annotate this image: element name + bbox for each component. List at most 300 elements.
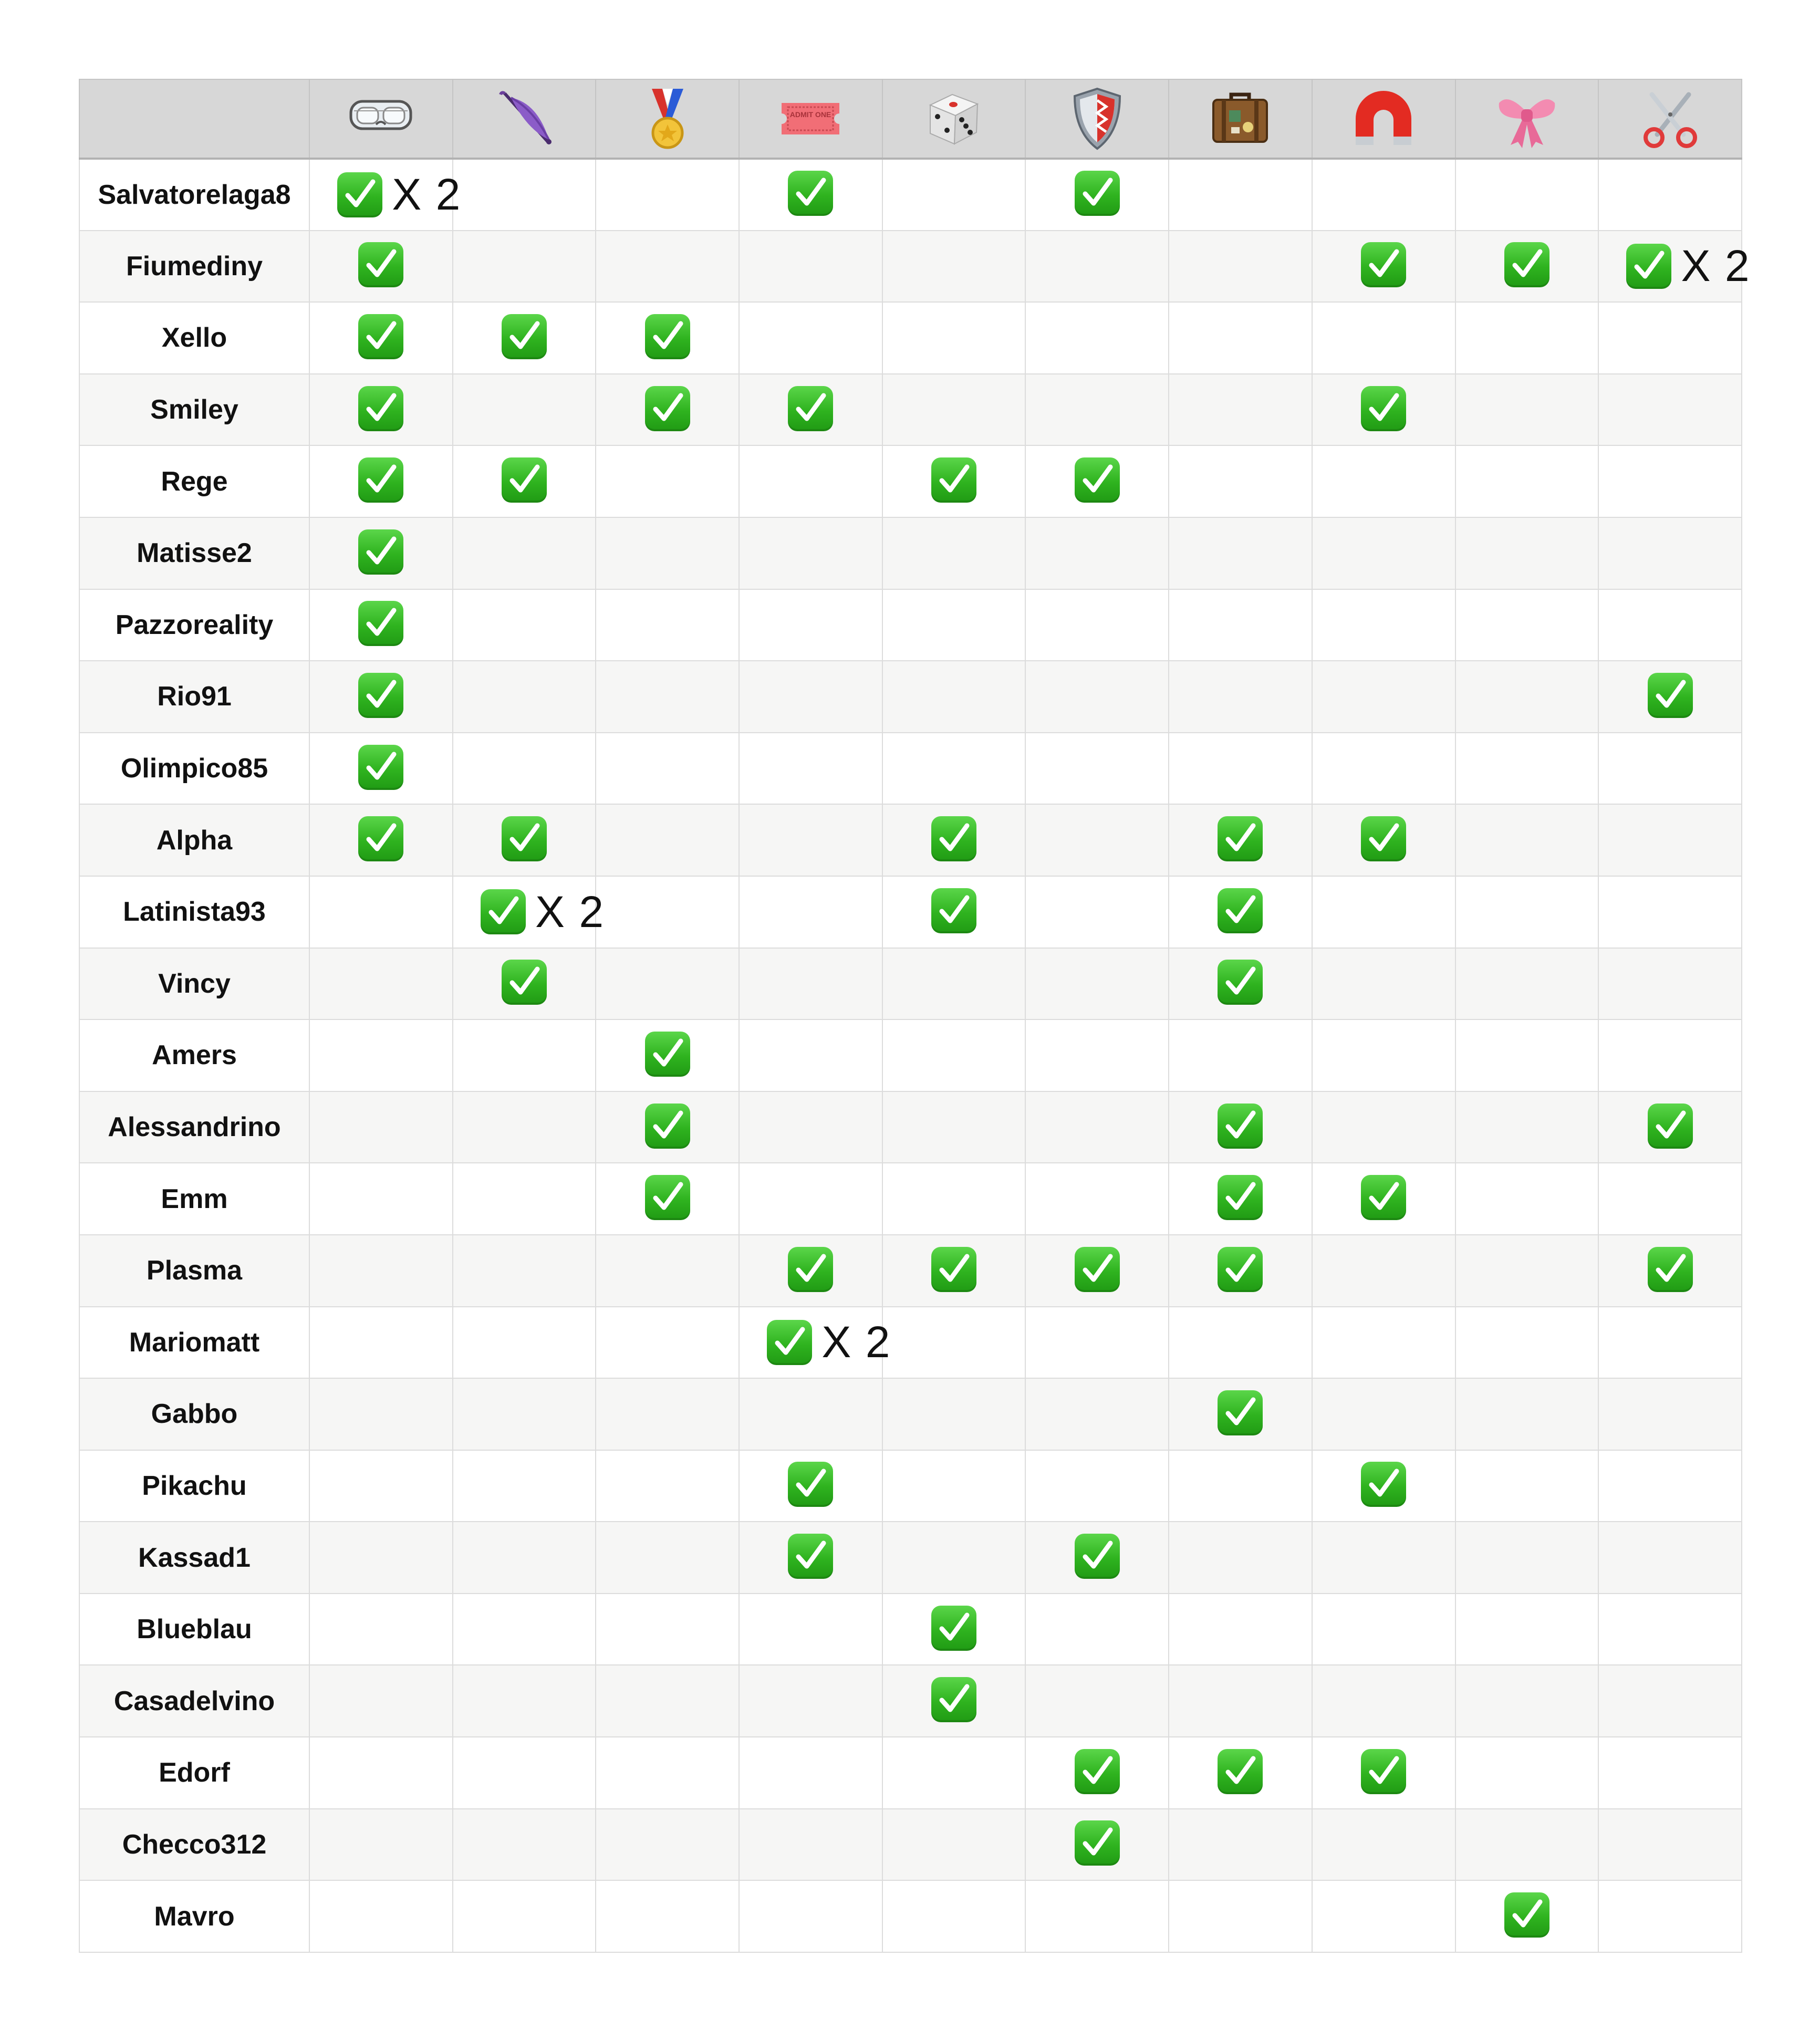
badge-cell xyxy=(1455,1235,1599,1307)
badge-mark xyxy=(1218,1749,1263,1794)
badge-cell xyxy=(739,231,882,303)
badge-cell xyxy=(1169,1522,1312,1594)
badge-cell xyxy=(739,1522,882,1594)
badge-mark xyxy=(645,386,690,431)
badge-cell xyxy=(1169,733,1312,805)
badge-mark xyxy=(931,816,976,861)
badge-cell xyxy=(453,159,596,231)
badge-cell xyxy=(1598,589,1742,661)
badge-cell xyxy=(596,661,739,733)
badge-cell xyxy=(1312,733,1455,805)
badge-cell xyxy=(1025,1307,1169,1379)
badge-mark xyxy=(1361,386,1406,431)
badge-cell xyxy=(1598,159,1742,231)
badge-cell xyxy=(596,589,739,661)
badge-cell xyxy=(596,159,739,231)
participant-name: Salvatorelaga8 xyxy=(79,159,309,231)
badge-cell xyxy=(882,1880,1026,1952)
badge-cell xyxy=(453,1880,596,1952)
badge-cell xyxy=(1312,589,1455,661)
check-icon xyxy=(931,888,976,933)
badge-cell xyxy=(1312,231,1455,303)
participant-name: Rege xyxy=(79,445,309,517)
badge-mark xyxy=(1626,241,1750,292)
check-icon xyxy=(502,960,547,1005)
badge-cell xyxy=(1598,948,1742,1020)
badge-cell xyxy=(1598,1307,1742,1379)
badge-cell xyxy=(309,1880,453,1952)
badge-cell xyxy=(1169,1163,1312,1235)
badge-cell xyxy=(1312,661,1455,733)
badge-cell xyxy=(1455,1378,1599,1450)
table-row xyxy=(79,1091,1742,1163)
badge-cell xyxy=(1455,661,1599,733)
badge-cell xyxy=(1312,1091,1455,1163)
check-icon xyxy=(1361,1462,1406,1507)
header-magnet xyxy=(1312,79,1455,159)
badge-cell xyxy=(1455,1307,1599,1379)
check-icon xyxy=(358,386,403,431)
badge-cell xyxy=(1025,804,1169,876)
badge-cell xyxy=(453,733,596,805)
badge-cell xyxy=(453,1594,596,1665)
check-icon xyxy=(358,314,403,359)
participant-name: Pikachu xyxy=(79,1450,309,1522)
badge-cell xyxy=(1455,1665,1599,1737)
badge-mark xyxy=(1361,1749,1406,1794)
check-icon xyxy=(1218,1247,1263,1292)
badge-cell xyxy=(309,1091,453,1163)
badge-cell xyxy=(596,302,739,374)
badge-mark xyxy=(358,457,403,503)
badge-cell xyxy=(1455,1880,1599,1952)
table-row xyxy=(79,804,1742,876)
badge-cell xyxy=(309,1378,453,1450)
badge-cell xyxy=(882,1307,1026,1379)
badge-cell xyxy=(1598,804,1742,876)
badge-cell xyxy=(1169,1880,1312,1952)
badge-cell xyxy=(1598,1594,1742,1665)
check-icon xyxy=(358,529,403,575)
badge-cell xyxy=(453,1450,596,1522)
participant-name: Blueblau xyxy=(79,1594,309,1665)
table-row xyxy=(79,1665,1742,1737)
badge-cell xyxy=(1169,1091,1312,1163)
badge-cell xyxy=(1025,445,1169,517)
table-row xyxy=(79,374,1742,446)
badge-mark xyxy=(358,386,403,431)
badge-cell xyxy=(1312,1880,1455,1952)
participant-name: Kassad1 xyxy=(79,1522,309,1594)
badge-cell xyxy=(596,1809,739,1881)
badge-cell xyxy=(453,589,596,661)
badge-cell xyxy=(1598,661,1742,733)
check-icon xyxy=(1218,1390,1263,1435)
check-icon xyxy=(358,745,403,790)
check-icon xyxy=(1218,816,1263,861)
table-row xyxy=(79,1594,1742,1665)
badge-mark xyxy=(931,1247,976,1292)
badge-cell xyxy=(309,159,462,231)
table-row xyxy=(79,589,1742,661)
badge-mark xyxy=(502,960,547,1005)
check-icon xyxy=(788,1247,833,1292)
badge-cell xyxy=(309,1019,453,1091)
badge-cell xyxy=(739,1450,882,1522)
badge-cell xyxy=(453,1809,596,1881)
badge-cell xyxy=(1312,1665,1455,1737)
badge-cell xyxy=(882,661,1026,733)
badge-cell xyxy=(453,517,596,589)
badge-cell xyxy=(596,1163,739,1235)
badge-cell xyxy=(882,589,1026,661)
check-icon xyxy=(1504,1892,1549,1938)
badge-cell xyxy=(453,445,596,517)
badge-cell xyxy=(596,1019,739,1091)
badge-cell xyxy=(882,948,1026,1020)
participant-name: Gabbo xyxy=(79,1378,309,1450)
badge-cell xyxy=(1169,948,1312,1020)
badge-cell xyxy=(882,445,1026,517)
badge-cell xyxy=(882,159,1026,231)
badge-cell xyxy=(453,1307,596,1379)
badge-mark xyxy=(788,1247,833,1292)
badge-cell xyxy=(1598,1235,1742,1307)
badge-cell xyxy=(596,1307,739,1379)
check-icon xyxy=(645,1032,690,1077)
table-row xyxy=(79,1378,1742,1450)
badge-cell xyxy=(596,804,739,876)
badge-cell xyxy=(596,1665,739,1737)
badge-mark xyxy=(358,314,403,359)
badge-cell xyxy=(739,948,882,1020)
badge-cell xyxy=(1025,876,1169,948)
badge-cell xyxy=(596,1522,739,1594)
check-icon xyxy=(645,386,690,431)
check-icon xyxy=(1075,1247,1120,1292)
dice-icon xyxy=(920,87,988,150)
badge-cell xyxy=(309,445,453,517)
badge-cell xyxy=(1598,733,1742,805)
badge-cell xyxy=(882,231,1026,303)
badge-cell xyxy=(596,374,739,446)
table-row xyxy=(79,1235,1742,1307)
badge-cell xyxy=(739,1594,882,1665)
badge-cell xyxy=(1169,589,1312,661)
badge-cell xyxy=(1455,1594,1599,1665)
check-icon xyxy=(1075,1820,1120,1866)
participant-name: Smiley xyxy=(79,374,309,446)
ribbon-icon xyxy=(1493,87,1561,150)
badge-cell xyxy=(453,1737,596,1809)
badge-cell xyxy=(882,733,1026,805)
badge-cell xyxy=(1598,1163,1742,1235)
badge-cell xyxy=(1169,661,1312,733)
badge-cell xyxy=(1169,231,1312,303)
table-row xyxy=(79,231,1742,303)
badge-cell xyxy=(453,948,596,1020)
badge-cell xyxy=(739,1235,882,1307)
badge-mark xyxy=(788,386,833,431)
participant-name: Matisse2 xyxy=(79,517,309,589)
check-icon xyxy=(931,457,976,503)
badge-cell xyxy=(1455,804,1599,876)
badge-mark xyxy=(788,1462,833,1507)
badge-cell xyxy=(1598,1880,1742,1952)
multiplier-label: X 2 xyxy=(535,887,605,936)
badge-cell xyxy=(453,231,596,303)
badge-cell xyxy=(882,374,1026,446)
badge-cell xyxy=(309,1307,453,1379)
participant-name: Casadelvino xyxy=(79,1665,309,1737)
badge-cell xyxy=(309,1235,453,1307)
badge-cell xyxy=(1025,374,1169,446)
check-icon xyxy=(502,314,547,359)
badge-cell xyxy=(1169,1235,1312,1307)
table-row xyxy=(79,517,1742,589)
participant-name: Xello xyxy=(79,302,309,374)
ticket-icon xyxy=(776,92,845,145)
badge-cell xyxy=(309,1522,453,1594)
badge-mark xyxy=(931,457,976,503)
badge-cell xyxy=(1312,1737,1455,1809)
badge-cell xyxy=(453,1163,596,1235)
table-row xyxy=(79,876,1742,948)
badge-cell xyxy=(1312,948,1455,1020)
badge-mark xyxy=(1218,960,1263,1005)
badge-cell xyxy=(739,1880,882,1952)
badge-cell xyxy=(1312,1809,1455,1881)
table-body xyxy=(79,159,1751,1952)
badge-cell xyxy=(1598,517,1742,589)
badge-cell xyxy=(596,1235,739,1307)
badge-cell xyxy=(596,1594,739,1665)
check-icon xyxy=(1626,244,1671,289)
badge-cell xyxy=(739,1163,882,1235)
badge-cell xyxy=(739,804,882,876)
badge-cell xyxy=(739,1665,882,1737)
table-row xyxy=(79,445,1742,517)
badge-mark xyxy=(502,314,547,359)
check-icon xyxy=(1361,1175,1406,1220)
check-icon xyxy=(1218,888,1263,933)
badge-cell xyxy=(1312,1594,1455,1665)
badge-cell xyxy=(1025,1522,1169,1594)
badge-cell xyxy=(1312,517,1455,589)
badge-cell xyxy=(1598,876,1742,948)
badge-cell xyxy=(453,1235,596,1307)
header-ticket xyxy=(739,79,882,159)
badge-cell xyxy=(1312,302,1455,374)
badge-cell xyxy=(1169,445,1312,517)
badge-cell xyxy=(882,804,1026,876)
header-medal xyxy=(596,79,739,159)
badge-cell xyxy=(1455,1450,1599,1522)
check-icon xyxy=(1075,171,1120,216)
header-umbrella xyxy=(453,79,596,159)
badge-cell xyxy=(1455,1522,1599,1594)
badge-cell xyxy=(1312,1163,1455,1235)
badge-mark xyxy=(931,1606,976,1651)
badge-cell xyxy=(882,1235,1026,1307)
check-icon xyxy=(645,1104,690,1149)
badge-mark xyxy=(358,745,403,790)
badge-mark xyxy=(645,314,690,359)
badge-cell xyxy=(1598,374,1742,446)
badge-cell xyxy=(596,948,739,1020)
badge-cell xyxy=(1455,517,1599,589)
badge-mark xyxy=(1218,888,1263,933)
badge-cell xyxy=(1312,1450,1455,1522)
header-goggles xyxy=(309,79,453,159)
badge-cell xyxy=(309,1450,453,1522)
badge-cell xyxy=(1598,1450,1742,1522)
magnet-icon xyxy=(1349,87,1418,150)
badge-cell xyxy=(453,1091,596,1163)
check-icon xyxy=(1075,1749,1120,1794)
check-icon xyxy=(1504,242,1549,287)
badge-cell xyxy=(1598,1737,1742,1809)
participant-name: Checco312 xyxy=(79,1809,309,1881)
table-row xyxy=(79,1450,1742,1522)
badge-cell xyxy=(882,302,1026,374)
table-row xyxy=(79,948,1742,1020)
check-icon xyxy=(1075,1534,1120,1579)
badge-cell xyxy=(882,1450,1026,1522)
badge-cell xyxy=(1169,1450,1312,1522)
multiplier-label: X 2 xyxy=(392,170,462,220)
check-icon xyxy=(1361,1749,1406,1794)
check-icon xyxy=(645,1175,690,1220)
badge-mark xyxy=(1648,673,1693,718)
table-row xyxy=(79,1522,1742,1594)
check-icon xyxy=(767,1320,812,1365)
badge-cell xyxy=(1312,1307,1455,1379)
badge-cell xyxy=(453,804,596,876)
badge-cell xyxy=(1455,1163,1599,1235)
badge-cell xyxy=(453,661,596,733)
check-icon xyxy=(358,457,403,503)
svg-text:ADMIT ONE: ADMIT ONE xyxy=(790,110,831,119)
badge-cell xyxy=(1025,661,1169,733)
badge-cell xyxy=(309,661,453,733)
badge-cell xyxy=(739,517,882,589)
badge-cell xyxy=(1169,1809,1312,1881)
badge-mark xyxy=(767,1317,891,1368)
participant-name: Emm xyxy=(79,1163,309,1235)
check-icon xyxy=(481,889,526,934)
badge-cell xyxy=(1025,1378,1169,1450)
multiplier-label: X 2 xyxy=(1681,241,1751,291)
badge-cell xyxy=(453,876,605,948)
participant-name: Vincy xyxy=(79,948,309,1020)
badge-mark xyxy=(645,1104,690,1149)
badge-cell xyxy=(1455,1091,1599,1163)
badge-cell xyxy=(882,517,1026,589)
participant-name: Mavro xyxy=(79,1880,309,1952)
badge-cell xyxy=(596,231,739,303)
badge-cell xyxy=(309,948,453,1020)
badge-cell xyxy=(1455,374,1599,446)
badge-cell xyxy=(309,1737,453,1809)
badge-cell xyxy=(1598,1665,1742,1737)
badge-mark xyxy=(1648,1104,1693,1149)
badge-mark xyxy=(1361,242,1406,287)
check-icon xyxy=(1361,816,1406,861)
badge-cell xyxy=(739,1019,882,1091)
goggles-icon xyxy=(347,90,415,148)
badge-cell xyxy=(1455,231,1599,303)
badge-cell xyxy=(1598,1019,1742,1091)
badge-cell xyxy=(882,1163,1026,1235)
badge-cell xyxy=(1169,1665,1312,1737)
badge-cell xyxy=(1025,231,1169,303)
badge-mark xyxy=(1218,1104,1263,1149)
badge-mark xyxy=(1075,457,1120,503)
check-icon xyxy=(1648,1104,1693,1149)
check-icon xyxy=(1218,1749,1263,1794)
participant-name: Alessandrino xyxy=(79,1091,309,1163)
badge-mark xyxy=(645,1032,690,1077)
badge-mark xyxy=(358,601,403,646)
badge-cell xyxy=(1025,1091,1169,1163)
badge-mark xyxy=(1218,816,1263,861)
participant-name: Latinista93 xyxy=(79,876,309,948)
badge-cell xyxy=(1598,1522,1742,1594)
check-icon xyxy=(788,1534,833,1579)
check-icon xyxy=(645,314,690,359)
badge-cell xyxy=(1025,1594,1169,1665)
badge-cell xyxy=(882,1378,1026,1450)
table-row xyxy=(79,1737,1742,1809)
header-shield xyxy=(1025,79,1169,159)
badge-cell xyxy=(1169,1019,1312,1091)
badge-mark xyxy=(481,887,605,938)
badge-cell xyxy=(1169,1737,1312,1809)
badge-cell xyxy=(1455,589,1599,661)
badge-cell xyxy=(1025,1235,1169,1307)
badge-mark xyxy=(1075,171,1120,216)
check-icon xyxy=(931,1247,976,1292)
check-icon xyxy=(1218,1175,1263,1220)
badge-cell xyxy=(739,445,882,517)
badge-cell xyxy=(309,1809,453,1881)
badge-mark xyxy=(1361,1462,1406,1507)
badge-cell xyxy=(1312,445,1455,517)
badge-cell xyxy=(453,374,596,446)
check-icon xyxy=(1361,386,1406,431)
check-icon xyxy=(1218,1104,1263,1149)
badge-mark xyxy=(1504,242,1549,287)
umbrella-icon xyxy=(490,87,558,150)
badge-cell xyxy=(882,1594,1026,1665)
badge-cell xyxy=(309,1594,453,1665)
badge-cell xyxy=(739,1737,882,1809)
badge-mark xyxy=(1075,1749,1120,1794)
badge-cell xyxy=(882,876,1026,948)
check-icon xyxy=(337,172,382,217)
badge-cell xyxy=(1025,517,1169,589)
badge-cell xyxy=(1025,1809,1169,1881)
participant-name: Olimpico85 xyxy=(79,733,309,805)
check-icon xyxy=(1361,242,1406,287)
badge-cell xyxy=(309,589,453,661)
badge-mark xyxy=(1218,1390,1263,1435)
badge-cell xyxy=(882,1737,1026,1809)
badge-cell xyxy=(739,302,882,374)
badge-cell xyxy=(1598,302,1742,374)
badge-cell xyxy=(739,733,882,805)
